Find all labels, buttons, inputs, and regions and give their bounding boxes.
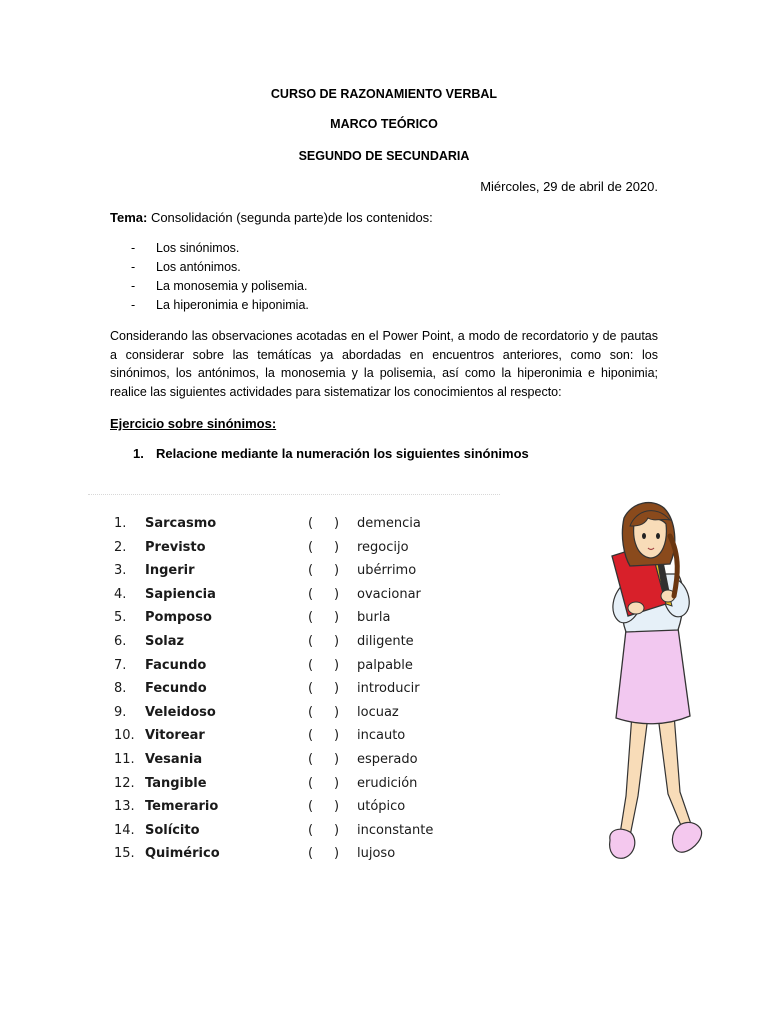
answer-blank-open: ( bbox=[308, 563, 314, 579]
topic-list bbox=[110, 239, 309, 315]
instruction-number: 1. bbox=[133, 446, 144, 461]
answer-blank-open: ( bbox=[308, 681, 314, 697]
list-item bbox=[110, 296, 309, 315]
answer-blank-close: ) bbox=[334, 822, 340, 838]
row-number: 14. bbox=[114, 822, 135, 838]
course-title: CURSO DE RAZONAMIENTO VERBAL bbox=[270, 87, 498, 101]
row-synonym: erudición bbox=[357, 775, 418, 791]
row-number: 2. bbox=[114, 539, 127, 555]
row-word: Fecundo bbox=[145, 681, 207, 697]
answer-blank-open: ( bbox=[308, 516, 314, 531]
row-number: 12. bbox=[114, 775, 135, 791]
table-row bbox=[112, 587, 442, 611]
row-synonym: lujoso bbox=[357, 846, 396, 862]
answer-blank-close: ) bbox=[334, 657, 340, 673]
row-word: Sapiencia bbox=[145, 586, 216, 602]
bullet-dash: - bbox=[131, 241, 136, 255]
row-number: 8. bbox=[114, 681, 127, 697]
row-word: Veleidoso bbox=[145, 704, 216, 720]
row-synonym: introducir bbox=[357, 681, 420, 697]
synonym-matching-table bbox=[112, 516, 442, 870]
table-row bbox=[112, 658, 442, 682]
answer-blank-close: ) bbox=[334, 799, 340, 815]
row-number: 9. bbox=[114, 704, 127, 720]
row-number: 15. bbox=[114, 846, 135, 862]
row-synonym: regocijo bbox=[357, 539, 409, 555]
list-item-text: Los antónimos. bbox=[156, 260, 241, 274]
answer-blank-open: ( bbox=[308, 610, 314, 626]
row-word: Quimérico bbox=[145, 846, 220, 862]
bullet-dash: - bbox=[131, 279, 136, 293]
row-number: 3. bbox=[114, 563, 127, 579]
answer-blank-close: ) bbox=[334, 610, 340, 626]
row-word: Pomposo bbox=[145, 610, 212, 626]
document-date: Miércoles, 29 de abril de 2020. bbox=[480, 179, 658, 194]
answer-blank-open: ( bbox=[308, 799, 314, 815]
answer-blank-close: ) bbox=[334, 633, 340, 649]
row-synonym: inconstante bbox=[357, 822, 434, 838]
table-row bbox=[112, 752, 442, 776]
row-word: Solícito bbox=[145, 822, 200, 838]
list-item bbox=[110, 239, 309, 258]
answer-blank-close: ) bbox=[334, 586, 340, 602]
table-row bbox=[112, 634, 442, 658]
bullet-dash: - bbox=[131, 298, 136, 312]
tema-label: Tema: bbox=[110, 210, 148, 225]
row-synonym: palpable bbox=[357, 657, 413, 673]
row-number: 5. bbox=[114, 610, 127, 626]
table-row bbox=[112, 681, 442, 705]
row-word: Facundo bbox=[145, 657, 207, 673]
row-word: Vesania bbox=[145, 751, 203, 767]
table-row bbox=[112, 610, 442, 634]
row-synonym: demencia bbox=[357, 516, 421, 531]
table-row bbox=[112, 823, 442, 847]
table-row bbox=[112, 516, 442, 540]
answer-blank-open: ( bbox=[308, 657, 314, 673]
row-synonym: esperado bbox=[357, 751, 418, 767]
row-number: 7. bbox=[114, 657, 127, 673]
answer-blank-close: ) bbox=[334, 846, 340, 862]
table-row bbox=[112, 776, 442, 800]
row-word: Ingerir bbox=[145, 563, 195, 579]
table-row bbox=[112, 705, 442, 729]
row-number: 11. bbox=[114, 751, 135, 767]
answer-blank-open: ( bbox=[308, 704, 314, 720]
row-synonym: ovacionar bbox=[357, 586, 421, 602]
answer-blank-close: ) bbox=[334, 539, 340, 555]
row-word: Temerario bbox=[145, 799, 219, 815]
table-row bbox=[112, 563, 442, 587]
divider bbox=[88, 494, 500, 495]
instruction-text: Relacione mediante la numeración los siguientes sinónimos bbox=[156, 446, 529, 461]
answer-blank-open: ( bbox=[308, 728, 314, 744]
row-word: Previsto bbox=[145, 539, 206, 555]
row-synonym: burla bbox=[357, 610, 391, 626]
row-word: Tangible bbox=[145, 775, 207, 791]
tema-line bbox=[110, 210, 433, 225]
answer-blank-close: ) bbox=[334, 728, 340, 744]
row-synonym: locuaz bbox=[357, 704, 399, 720]
table-row bbox=[112, 540, 442, 564]
answer-blank-close: ) bbox=[334, 516, 340, 531]
tema-text: Consolidación (segunda parte)de los contenidos: bbox=[147, 210, 433, 225]
row-synonym: incauto bbox=[357, 728, 406, 744]
bullet-dash: - bbox=[131, 260, 136, 274]
row-number: 4. bbox=[114, 586, 127, 602]
answer-blank-close: ) bbox=[334, 775, 340, 791]
row-synonym: ubérrimo bbox=[357, 563, 417, 579]
row-number: 13. bbox=[114, 799, 135, 815]
list-item-text: La monosemia y polisemia. bbox=[156, 279, 308, 293]
answer-blank-open: ( bbox=[308, 822, 314, 838]
answer-blank-open: ( bbox=[308, 846, 314, 862]
girl-holding-book-illustration bbox=[590, 496, 720, 868]
list-item-text: Los sinónimos. bbox=[156, 241, 240, 255]
table-row bbox=[112, 846, 442, 870]
grade-title: SEGUNDO DE SECUNDARIA bbox=[298, 149, 470, 163]
row-word: Solaz bbox=[145, 633, 185, 649]
row-number: 10. bbox=[114, 728, 135, 744]
list-item bbox=[110, 258, 309, 277]
table-row bbox=[112, 728, 442, 752]
list-item bbox=[110, 277, 309, 296]
answer-blank-close: ) bbox=[334, 704, 340, 720]
row-word: Vitorear bbox=[145, 728, 205, 744]
exercise-instruction bbox=[133, 446, 529, 461]
girl-legs bbox=[620, 714, 691, 836]
list-item-text: La hiperonimia e hiponimia. bbox=[156, 298, 309, 312]
row-synonym: utópico bbox=[357, 799, 406, 815]
answer-blank-open: ( bbox=[308, 751, 314, 767]
answer-blank-close: ) bbox=[334, 681, 340, 697]
answer-blank-open: ( bbox=[308, 633, 314, 649]
intro-paragraph: Considerando las observaciones acotadas en el Power Point, a modo de recordatorio y de pautas a considerar sobre las temátícas ya abordadas en encuentros anteriores, como son: los sinónimos, los antónimos, la monosemia y la polisemia, así como la hiperonimia e hiponimia; realice las siguientes actividades para sistematizar los conocimientos al respecto: bbox=[110, 329, 658, 399]
answer-blank-close: ) bbox=[334, 563, 340, 579]
row-number: 6. bbox=[114, 633, 127, 649]
answer-blank-open: ( bbox=[308, 539, 314, 555]
table-row bbox=[112, 799, 442, 823]
answer-blank-open: ( bbox=[308, 586, 314, 602]
answer-blank-open: ( bbox=[308, 775, 314, 791]
row-synonym: diligente bbox=[357, 633, 414, 649]
row-word: Sarcasmo bbox=[145, 516, 217, 531]
row-number: 1. bbox=[114, 516, 127, 531]
girl-skirt bbox=[616, 628, 690, 724]
section-title: MARCO TEÓRICO bbox=[330, 117, 438, 131]
answer-blank-close: ) bbox=[334, 751, 340, 767]
exercise-title: Ejercicio sobre sinónimos: bbox=[110, 416, 277, 431]
